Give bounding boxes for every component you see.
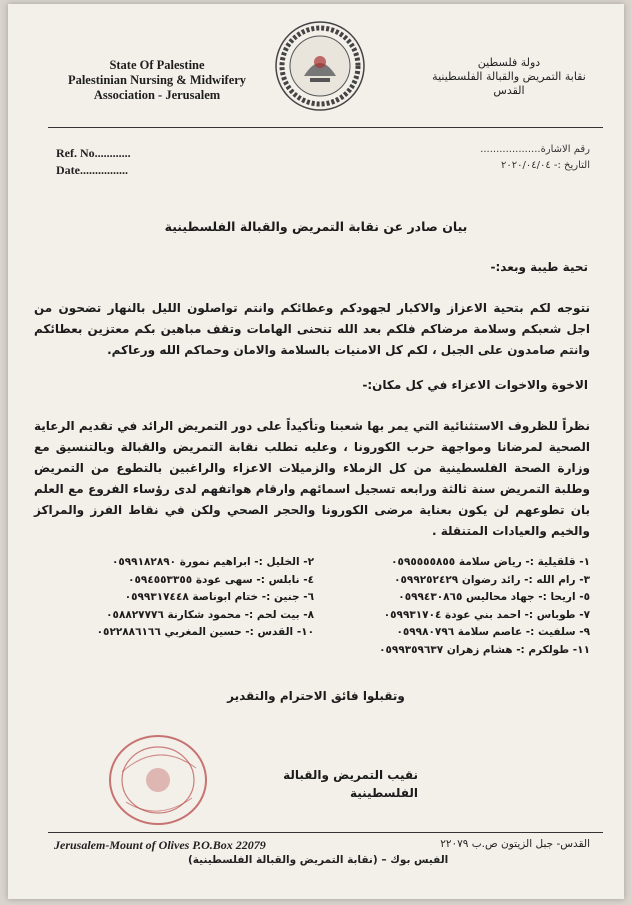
- footer-address-arabic: القدس- جبل الزيتون ص.ب ٢٢٠٧٩: [440, 838, 590, 850]
- official-stamp-icon: [106, 732, 210, 828]
- letterhead-ar-line-3: القدس: [493, 84, 525, 97]
- ref-number-ar: رقم الاشارة...................: [480, 144, 590, 155]
- letterhead-ar-line-1: دولة فلسطين: [477, 56, 541, 69]
- paragraph-2: نظراً للظروف الاستثنائية التي يمر بها شعبنا وتأكيداً على دور التمريض الرائد في تقديم الرعاية الصحية لمرضانا ومواجهة حرب الكورونا ، وعليه تطلب نقابة التمريض والقبالة وبالتنسيق مع وزارة الصحة الفلسطينية من كل الزملاء والزميلات الاعزاء والراغبين بالتطوع من التمريض وطلبة التمريض سنة ثالثة ورابعه تسجيل اسمائهم وارقام هواتفهم لدى رؤساء الفروع مع العلم بان تطوعهم لن يكون بعناية مرضى الكورونا والحجر الصحي ولكن في نقاط الفرز والمراكز والخيم والعيادات المتنقلة .: [34, 419, 590, 538]
- contact-item: ٨- بيت لحم :- محمود شكارنة ٠٥٨٨٢٧٧٧٦: [106, 608, 314, 621]
- contact-item: ٣- رام الله :- رائد رضوان ٠٥٩٩٢٥٢٤٢٩: [394, 573, 590, 586]
- ref-number: Ref. No............: [56, 146, 131, 160]
- footer-facebook: الفيس بوك – (نقابة التمريض والقبالة الفلسطينية): [188, 854, 449, 866]
- reference-arabic: [480, 142, 590, 174]
- contact-item: ٧- طوباس :- احمد بني عودة ٠٥٩٩٣١٧٠٤: [383, 608, 590, 621]
- greeting: تحية طيبة وبعد:-: [490, 260, 588, 274]
- letterhead-line-2: Palestinian Nursing & Midwifery: [67, 73, 247, 87]
- header-divider: [48, 127, 603, 128]
- address-line: الاخوة والاخوات الاعزاء في كل مكان:-: [362, 378, 588, 392]
- letterhead-line-3: Association - Jerusalem: [93, 88, 221, 102]
- contact-item: ١١- طولكرم :- هشام زهران ٠٥٩٩٣٥٩٦٣٧: [379, 643, 590, 656]
- reference-english: [56, 145, 131, 179]
- contact-item: ٦- جنين :- ختام ابوناصة ٠٥٩٩٣١٧٤٤٨: [124, 591, 314, 603]
- contact-item: ١- قلقيلية :- رياض سلامة ٠٥٩٥٥٥٥٨٥٥: [391, 556, 590, 568]
- association-logo: [274, 20, 366, 112]
- contact-item: ٤- نابلس :- سهى عودة ٠٥٩٤٥٥٣٣٥٥: [128, 573, 314, 586]
- statement-title: بيان صادر عن نقابة التمريض والقبالة الفلسطينية: [164, 219, 468, 234]
- footer-address-english: Jerusalem-Mount of Olives P.O.Box 22079: [54, 838, 266, 852]
- branch-contacts-list: [68, 555, 590, 657]
- contact-item: ٥- اريحا :- جهاد محاليس ٠٥٩٩٤٣٠٨٦٥: [398, 591, 590, 603]
- english-letterhead: [52, 58, 262, 103]
- letterhead-line-1: State Of Palestine: [109, 58, 205, 72]
- signature-title: نقيب التمريض والقبالة الفلسطينية: [283, 768, 418, 800]
- paragraph-1: نتوجه لكم بتحية الاعزاز والاكبار لجهودكم وعطائكم وانتم تواصلون الليل بالنهار تضحون من اجل شعبكم وسلامة مرضاكم فلكم بعد الله تنحنى الهامات وتقف مباهين بكم معتزين بعطائكم وانتم صامدون على الجبل ، لكم كل الامنيات بالسلامة والامان وحماكم الله ورعاكم.: [34, 301, 590, 357]
- ref-date-ar: التاريخ :- ٢٠٢٠/٠٤/٠٤: [500, 160, 590, 171]
- letterhead-ar-line-2: نقابة التمريض والقبالة الفلسطينية: [432, 70, 586, 83]
- footer-divider: [48, 832, 603, 833]
- letter-page: [8, 4, 624, 899]
- contact-item: ٩- سلفيت :- عاصم سلامة ٠٥٩٩٨٠٧٩٦: [396, 626, 590, 638]
- ref-date: Date................: [56, 163, 128, 177]
- contact-item: ١٠- القدس :- حسين المغربي ٠٥٢٢٨٨٦١٦٦: [96, 626, 314, 638]
- closing-line: وتقبلوا فائق الاحترام والتقدير: [227, 689, 405, 703]
- arabic-letterhead: [414, 56, 604, 98]
- contact-item: ٢- الخليل :- ابراهيم نمورة ٠٥٩٩١٨٢٨٩٠: [111, 556, 314, 568]
